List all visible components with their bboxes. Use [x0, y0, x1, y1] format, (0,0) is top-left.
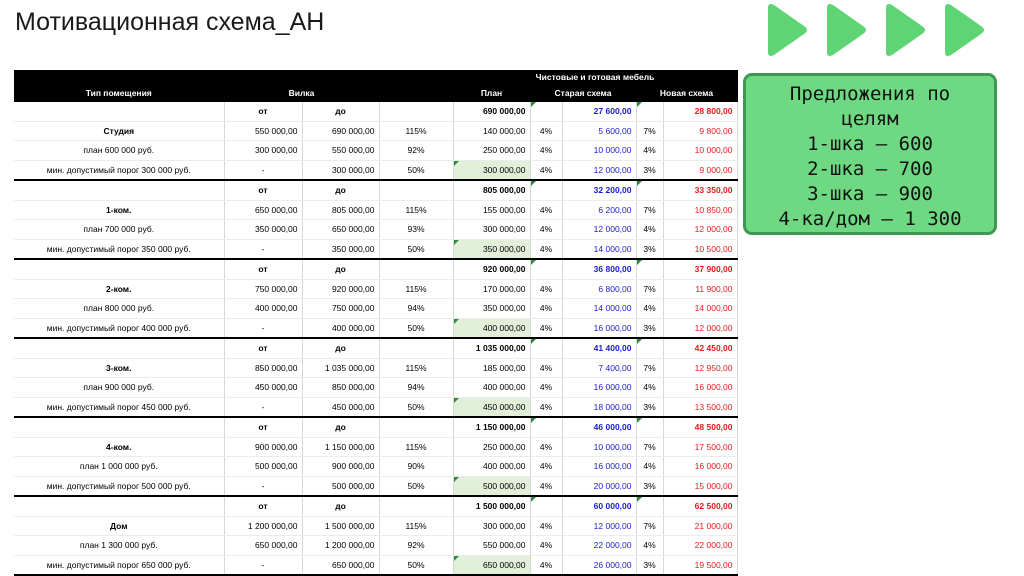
new-percent: 3%	[636, 160, 663, 180]
new-percent: 4%	[636, 378, 663, 398]
new-percent: 3%	[636, 555, 663, 575]
old-value: 20 000,00	[562, 476, 636, 496]
row-label: 1-ком.	[14, 200, 224, 220]
proposal-line: Предложения по	[789, 83, 951, 105]
old-value: 14 000,00	[562, 299, 636, 319]
table-cell	[636, 417, 663, 437]
range-from: 650 000,00	[224, 536, 302, 556]
threshold-plan: 1 150 000,00	[453, 417, 530, 437]
threshold-old: 46 000,00	[562, 417, 636, 437]
plan-value: 250 000,00	[453, 141, 530, 161]
new-value: 11 900,00	[663, 279, 737, 299]
range-from: 500 000,00	[224, 457, 302, 477]
plan-value: 350 000,00	[453, 239, 530, 259]
old-percent: 4%	[530, 220, 562, 240]
old-value: 16 000,00	[562, 378, 636, 398]
header-plan: План	[453, 85, 530, 102]
threshold-to: до	[302, 417, 379, 437]
range-percent: 50%	[379, 476, 453, 496]
range-percent: 93%	[379, 220, 453, 240]
table-cell	[636, 338, 663, 358]
range-from: -	[224, 397, 302, 417]
new-percent: 3%	[636, 476, 663, 496]
range-percent: 92%	[379, 141, 453, 161]
range-to: 920 000,00	[302, 279, 379, 299]
range-percent: 50%	[379, 318, 453, 338]
range-to: 400 000,00	[302, 318, 379, 338]
proposal-box	[743, 73, 997, 235]
new-percent: 7%	[636, 516, 663, 536]
old-percent: 4%	[530, 457, 562, 477]
table-cell	[379, 101, 453, 121]
new-value: 15 000,00	[663, 476, 737, 496]
header-old-scheme: Старая схема	[530, 85, 636, 102]
range-from: -	[224, 239, 302, 259]
table-header-row	[14, 70, 737, 85]
old-value: 12 000,00	[562, 220, 636, 240]
range-from: -	[224, 318, 302, 338]
new-value: 12 950,00	[663, 358, 737, 378]
row-label: план 900 000 руб.	[14, 378, 224, 398]
range-percent: 94%	[379, 378, 453, 398]
threshold-from: от	[224, 496, 302, 516]
row-label: план 600 000 руб.	[14, 141, 224, 161]
table-cell	[14, 338, 224, 358]
new-percent: 7%	[636, 437, 663, 457]
table-row	[14, 516, 737, 536]
threshold-old: 60 000,00	[562, 496, 636, 516]
new-value: 16 000,00	[663, 457, 737, 477]
range-to: 650 000,00	[302, 220, 379, 240]
threshold-plan: 1 035 000,00	[453, 338, 530, 358]
old-value: 16 000,00	[562, 457, 636, 477]
table-row	[14, 239, 737, 259]
table-cell	[379, 496, 453, 516]
range-percent: 50%	[379, 397, 453, 417]
motivation-grid	[14, 70, 738, 576]
old-percent: 4%	[530, 121, 562, 141]
table-row	[14, 220, 737, 240]
table-cell	[14, 417, 224, 437]
threshold-plan: 690 000,00	[453, 101, 530, 121]
threshold-to: до	[302, 259, 379, 279]
table-cell	[530, 259, 562, 279]
table-cell	[14, 496, 224, 516]
threshold-from: от	[224, 259, 302, 279]
row-label: мин. допустимый порог 650 000 руб.	[14, 555, 224, 575]
range-percent: 115%	[379, 516, 453, 536]
range-percent: 50%	[379, 160, 453, 180]
new-percent: 7%	[636, 200, 663, 220]
table-cell	[379, 259, 453, 279]
new-value: 10 850,00	[663, 200, 737, 220]
header-new-scheme: Новая схема	[636, 85, 737, 102]
old-percent: 4%	[530, 299, 562, 319]
new-percent: 3%	[636, 318, 663, 338]
range-from: -	[224, 555, 302, 575]
range-percent: 115%	[379, 437, 453, 457]
old-percent: 4%	[530, 141, 562, 161]
plan-value: 250 000,00	[453, 437, 530, 457]
threshold-row	[14, 259, 737, 279]
threshold-to: до	[302, 496, 379, 516]
old-percent: 4%	[530, 200, 562, 220]
new-value: 9 000,00	[663, 160, 737, 180]
new-percent: 4%	[636, 299, 663, 319]
threshold-new: 62 500,00	[663, 496, 737, 516]
range-from: 850 000,00	[224, 358, 302, 378]
threshold-plan: 920 000,00	[453, 259, 530, 279]
old-percent: 4%	[530, 536, 562, 556]
range-percent: 115%	[379, 200, 453, 220]
old-value: 5 600,00	[562, 121, 636, 141]
threshold-row	[14, 338, 737, 358]
range-to: 750 000,00	[302, 299, 379, 319]
new-value: 14 000,00	[663, 299, 737, 319]
row-label: Дом	[14, 516, 224, 536]
range-from: 300 000,00	[224, 141, 302, 161]
range-to: 450 000,00	[302, 397, 379, 417]
new-percent: 4%	[636, 141, 663, 161]
header-range: Вилка	[224, 85, 379, 102]
range-percent: 115%	[379, 121, 453, 141]
range-from: 750 000,00	[224, 279, 302, 299]
range-from: 350 000,00	[224, 220, 302, 240]
old-value: 16 000,00	[562, 318, 636, 338]
new-percent: 4%	[636, 220, 663, 240]
row-label: мин. допустимый порог 350 000 руб.	[14, 239, 224, 259]
old-value: 12 000,00	[562, 516, 636, 536]
old-value: 12 000,00	[562, 160, 636, 180]
range-from: 450 000,00	[224, 378, 302, 398]
plan-value: 400 000,00	[453, 378, 530, 398]
new-percent: 3%	[636, 397, 663, 417]
header-group: Чистовые и готовая мебель	[453, 70, 737, 85]
table-row	[14, 299, 737, 319]
threshold-from: от	[224, 338, 302, 358]
table-row	[14, 437, 737, 457]
header-type: Тип помещения	[14, 85, 224, 102]
threshold-to: до	[302, 338, 379, 358]
old-percent: 4%	[530, 239, 562, 259]
range-percent: 92%	[379, 536, 453, 556]
table-cell	[530, 101, 562, 121]
proposal-line: 3-шка – 900	[807, 183, 933, 205]
threshold-plan: 1 500 000,00	[453, 496, 530, 516]
table-row	[14, 536, 737, 556]
old-percent: 4%	[530, 378, 562, 398]
new-value: 17 500,00	[663, 437, 737, 457]
old-value: 14 000,00	[562, 239, 636, 259]
row-label: Студия	[14, 121, 224, 141]
old-value: 10 000,00	[562, 141, 636, 161]
new-value: 9 800,00	[663, 121, 737, 141]
table-cell	[636, 101, 663, 121]
table-cell	[530, 338, 562, 358]
plan-value: 400 000,00	[453, 318, 530, 338]
table-row	[14, 457, 737, 477]
old-value: 7 400,00	[562, 358, 636, 378]
new-percent: 3%	[636, 239, 663, 259]
plan-value: 350 000,00	[453, 299, 530, 319]
range-from: 550 000,00	[224, 121, 302, 141]
new-value: 12 000,00	[663, 220, 737, 240]
range-from: 900 000,00	[224, 437, 302, 457]
threshold-new: 37 900,00	[663, 259, 737, 279]
table-row	[14, 378, 737, 398]
table-cell	[379, 417, 453, 437]
old-percent: 4%	[530, 160, 562, 180]
plan-value: 300 000,00	[453, 220, 530, 240]
table-row	[14, 279, 737, 299]
table-row	[14, 200, 737, 220]
old-percent: 4%	[530, 318, 562, 338]
plan-value: 300 000,00	[453, 160, 530, 180]
plan-value: 300 000,00	[453, 516, 530, 536]
old-percent: 4%	[530, 279, 562, 299]
play-arrow-icon	[945, 4, 984, 56]
old-percent: 4%	[530, 476, 562, 496]
table-cell	[636, 180, 663, 200]
new-percent: 4%	[636, 536, 663, 556]
arrow-decoration	[762, 2, 992, 58]
table-row	[14, 476, 737, 496]
range-to: 1 500 000,00	[302, 516, 379, 536]
old-percent: 4%	[530, 437, 562, 457]
threshold-old: 41 400,00	[562, 338, 636, 358]
range-to: 300 000,00	[302, 160, 379, 180]
proposal-line: целям	[841, 108, 899, 130]
old-value: 26 000,00	[562, 555, 636, 575]
threshold-row	[14, 417, 737, 437]
range-from: -	[224, 160, 302, 180]
old-value: 6 800,00	[562, 279, 636, 299]
proposal-line: 1-шка – 600	[807, 133, 933, 155]
range-to: 1 035 000,00	[302, 358, 379, 378]
table-row	[14, 141, 737, 161]
range-to: 1 200 000,00	[302, 536, 379, 556]
row-label: план 1 000 000 руб.	[14, 457, 224, 477]
table-header-row	[14, 85, 737, 102]
new-value: 10 000,00	[663, 141, 737, 161]
new-percent: 7%	[636, 279, 663, 299]
range-percent: 50%	[379, 555, 453, 575]
range-percent: 90%	[379, 457, 453, 477]
plan-value: 185 000,00	[453, 358, 530, 378]
row-label: мин. допустимый порог 500 000 руб.	[14, 476, 224, 496]
plan-value: 170 000,00	[453, 279, 530, 299]
range-to: 350 000,00	[302, 239, 379, 259]
table-cell	[636, 259, 663, 279]
old-value: 22 000,00	[562, 536, 636, 556]
plan-value: 450 000,00	[453, 397, 530, 417]
table-cell	[530, 180, 562, 200]
range-to: 550 000,00	[302, 141, 379, 161]
threshold-to: до	[302, 101, 379, 121]
old-percent: 4%	[530, 358, 562, 378]
row-label: план 700 000 руб.	[14, 220, 224, 240]
threshold-old: 32 200,00	[562, 180, 636, 200]
range-from: 400 000,00	[224, 299, 302, 319]
new-percent: 7%	[636, 121, 663, 141]
range-to: 900 000,00	[302, 457, 379, 477]
range-to: 690 000,00	[302, 121, 379, 141]
row-label: 4-ком.	[14, 437, 224, 457]
play-arrow-icon	[827, 4, 866, 56]
motivation-table	[14, 70, 737, 576]
new-percent: 7%	[636, 358, 663, 378]
range-percent: 94%	[379, 299, 453, 319]
table-cell	[14, 101, 224, 121]
new-value: 12 000,00	[663, 318, 737, 338]
threshold-from: от	[224, 101, 302, 121]
table-row	[14, 121, 737, 141]
table-cell	[530, 417, 562, 437]
threshold-row	[14, 180, 737, 200]
threshold-row	[14, 101, 737, 121]
range-percent: 115%	[379, 358, 453, 378]
range-to: 805 000,00	[302, 200, 379, 220]
range-from: -	[224, 476, 302, 496]
old-value: 10 000,00	[562, 437, 636, 457]
old-value: 6 200,00	[562, 200, 636, 220]
threshold-new: 48 500,00	[663, 417, 737, 437]
range-percent: 115%	[379, 279, 453, 299]
threshold-from: от	[224, 180, 302, 200]
old-percent: 4%	[530, 516, 562, 536]
plan-value: 550 000,00	[453, 536, 530, 556]
row-label: мин. допустимый порог 450 000 руб.	[14, 397, 224, 417]
plan-value: 140 000,00	[453, 121, 530, 141]
range-to: 500 000,00	[302, 476, 379, 496]
threshold-new: 33 350,00	[663, 180, 737, 200]
proposal-line: 2-шка – 700	[807, 158, 933, 180]
table-cell	[530, 496, 562, 516]
new-value: 10 500,00	[663, 239, 737, 259]
table-cell	[14, 259, 224, 279]
range-from: 650 000,00	[224, 200, 302, 220]
table-cell	[379, 338, 453, 358]
range-from: 1 200 000,00	[224, 516, 302, 536]
plan-value: 400 000,00	[453, 457, 530, 477]
old-percent: 4%	[530, 555, 562, 575]
new-value: 16 000,00	[663, 378, 737, 398]
table-cell	[379, 180, 453, 200]
threshold-row	[14, 496, 737, 516]
range-to: 650 000,00	[302, 555, 379, 575]
new-value: 13 500,00	[663, 397, 737, 417]
new-value: 19 500,00	[663, 555, 737, 575]
range-to: 1 150 000,00	[302, 437, 379, 457]
threshold-new: 28 800,00	[663, 101, 737, 121]
table-row	[14, 555, 737, 575]
row-label: мин. допустимый порог 300 000 руб.	[14, 160, 224, 180]
row-label: 3-ком.	[14, 358, 224, 378]
play-arrow-icon	[886, 4, 925, 56]
new-percent: 4%	[636, 457, 663, 477]
threshold-plan: 805 000,00	[453, 180, 530, 200]
threshold-new: 42 450,00	[663, 338, 737, 358]
table-row	[14, 318, 737, 338]
table-cell	[636, 496, 663, 516]
proposal-line: 4-ка/дом – 1 300	[778, 208, 962, 230]
new-value: 21 000,00	[663, 516, 737, 536]
row-label: план 1 300 000 руб.	[14, 536, 224, 556]
threshold-old: 36 800,00	[562, 259, 636, 279]
table-row	[14, 358, 737, 378]
table-row	[14, 397, 737, 417]
plan-value: 155 000,00	[453, 200, 530, 220]
range-percent: 50%	[379, 239, 453, 259]
row-label: план 800 000 руб.	[14, 299, 224, 319]
slide-title: Мотивационная схема_АН	[15, 8, 325, 36]
threshold-old: 27 600,00	[562, 101, 636, 121]
old-percent: 4%	[530, 397, 562, 417]
table-cell	[14, 180, 224, 200]
row-label: мин. допустимый порог 400 000 руб.	[14, 318, 224, 338]
play-arrow-icon	[768, 4, 807, 56]
table-row	[14, 160, 737, 180]
new-value: 22 000,00	[663, 536, 737, 556]
row-label: 2-ком.	[14, 279, 224, 299]
threshold-from: от	[224, 417, 302, 437]
plan-value: 500 000,00	[453, 476, 530, 496]
plan-value: 650 000,00	[453, 555, 530, 575]
threshold-to: до	[302, 180, 379, 200]
old-value: 18 000,00	[562, 397, 636, 417]
range-to: 850 000,00	[302, 378, 379, 398]
